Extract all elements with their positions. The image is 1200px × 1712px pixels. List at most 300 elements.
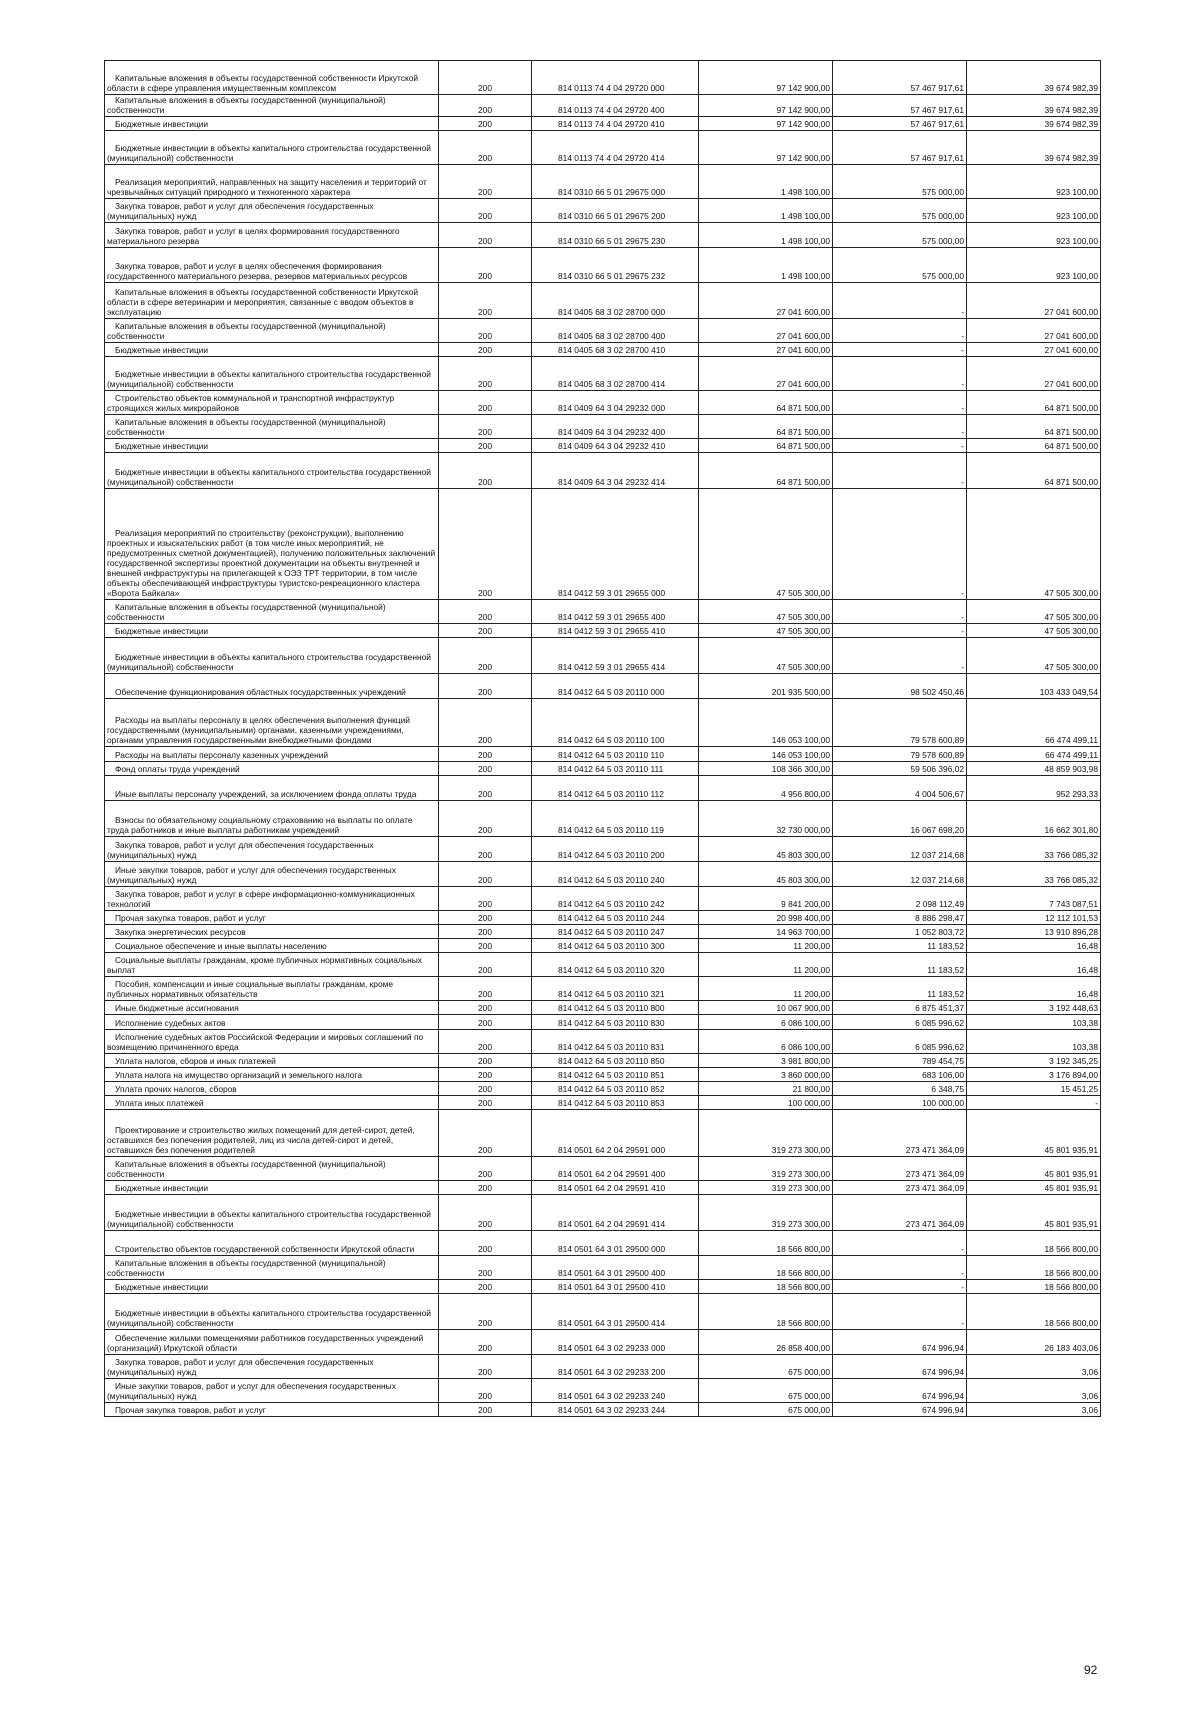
row-name-cell <box>105 1015 439 1030</box>
row-remaining-cell: 3 192 448,63 <box>967 1001 1101 1015</box>
row-approved-cell: 26 858 400,00 <box>699 1330 833 1355</box>
table-row <box>105 801 1101 837</box>
table-row <box>105 887 1101 911</box>
table-row <box>105 911 1101 925</box>
row-name-cell <box>105 1157 439 1181</box>
row-name-cell <box>105 357 439 391</box>
table-row <box>105 762 1101 776</box>
row-name-cell <box>105 1068 439 1082</box>
row-name-text: Уплата налога на имущество организаций и земельного налога <box>115 1070 362 1080</box>
row-executed-cell: 57 467 917,61 <box>833 95 967 117</box>
row-name-text: Бюджетные инвестиции в объекты капитального строительства государственной (муниципальной) собственности <box>107 369 431 389</box>
row-name-text: Бюджетные инвестиции в объекты капитального строительства государственной (муниципальной) собственности <box>107 1209 431 1229</box>
row-executed-cell: - <box>833 624 967 638</box>
row-name-text: Исполнение судебных актов Российской Федерации и мировых соглашений по возмещению причиненного вреда <box>107 1032 424 1052</box>
table-row <box>105 1256 1101 1280</box>
row-code-cell: 200 <box>439 1256 532 1280</box>
row-executed-cell: 674 996,94 <box>833 1379 967 1403</box>
row-remaining-cell: 39 674 982,39 <box>967 131 1101 165</box>
row-name-cell <box>105 1355 439 1379</box>
row-remaining-cell: 3 192 345,25 <box>967 1054 1101 1068</box>
row-code-cell: 200 <box>439 674 532 699</box>
row-name-cell <box>105 887 439 911</box>
row-code-cell: 200 <box>439 248 532 283</box>
row-name-text: Строительство объектов государственной собственности Иркутской области <box>115 1244 415 1254</box>
row-remaining-cell: 923 100,00 <box>967 199 1101 223</box>
row-name-cell <box>105 953 439 977</box>
row-name-cell <box>105 1181 439 1195</box>
row-kbk-cell: 814 0412 64 5 03 20110 320 <box>532 953 699 977</box>
table-row <box>105 1001 1101 1015</box>
row-kbk-cell: 814 0310 66 5 01 29675 230 <box>532 223 699 248</box>
row-remaining-cell: 64 871 500,00 <box>967 415 1101 439</box>
row-code-cell: 200 <box>439 1181 532 1195</box>
row-name-cell <box>105 1096 439 1110</box>
row-remaining-cell: 33 766 085,32 <box>967 862 1101 887</box>
row-kbk-cell: 814 0501 64 2 04 29591 400 <box>532 1157 699 1181</box>
row-remaining-cell: 103 433 049,54 <box>967 674 1101 699</box>
row-executed-cell: - <box>833 391 967 415</box>
row-remaining-cell: 27 041 600,00 <box>967 343 1101 357</box>
row-approved-cell: 675 000,00 <box>699 1355 833 1379</box>
row-executed-cell: 575 000,00 <box>833 248 967 283</box>
row-kbk-cell: 814 0501 64 2 04 29591 410 <box>532 1181 699 1195</box>
table-body <box>105 61 1101 1417</box>
row-code-cell: 200 <box>439 1001 532 1015</box>
row-approved-cell: 27 041 600,00 <box>699 283 833 319</box>
row-code-cell: 200 <box>439 911 532 925</box>
row-executed-cell: 789 454,75 <box>833 1054 967 1068</box>
row-remaining-cell: 103,38 <box>967 1030 1101 1054</box>
row-executed-cell: 273 471 364,09 <box>833 1110 967 1157</box>
row-name-cell <box>105 1294 439 1330</box>
row-executed-cell: 100 000,00 <box>833 1096 967 1110</box>
row-executed-cell: - <box>833 1280 967 1294</box>
row-remaining-cell: 923 100,00 <box>967 248 1101 283</box>
row-remaining-cell: 923 100,00 <box>967 223 1101 248</box>
row-name-text: Закупка товаров, работ и услуг в целях обеспечения формирования государственного материального резерва, резервов материальных ресурсов <box>107 261 408 281</box>
row-remaining-cell: 39 674 982,39 <box>967 95 1101 117</box>
row-approved-cell: 47 505 300,00 <box>699 600 833 624</box>
row-remaining-cell: 27 041 600,00 <box>967 283 1101 319</box>
row-approved-cell: 146 053 100,00 <box>699 699 833 747</box>
row-code-cell: 200 <box>439 1379 532 1403</box>
row-code-cell: 200 <box>439 1157 532 1181</box>
row-name-text: Закупка товаров, работ и услуг в сфере информационно-коммуникационных технологий <box>107 889 415 909</box>
row-approved-cell: 9 841 200,00 <box>699 887 833 911</box>
table-row <box>105 624 1101 638</box>
row-name-cell <box>105 1379 439 1403</box>
row-name-cell <box>105 939 439 953</box>
row-executed-cell: 4 004 506,67 <box>833 776 967 801</box>
table-row <box>105 1403 1101 1417</box>
row-kbk-cell: 814 0113 74 4 04 29720 410 <box>532 117 699 131</box>
row-name-text: Капитальные вложения в объекты государственной (муниципальной) собственности <box>107 321 386 341</box>
row-name-cell <box>105 776 439 801</box>
row-kbk-cell: 814 0412 64 5 03 20110 119 <box>532 801 699 837</box>
table-row <box>105 415 1101 439</box>
row-name-text: Прочая закупка товаров, работ и услуг <box>115 913 266 923</box>
row-name-text: Закупка товаров, работ и услуг для обеспечения государственных (муниципальных) нужд <box>107 201 374 221</box>
row-name-text: Уплата прочих налогов, сборов <box>115 1084 237 1094</box>
row-kbk-cell: 814 0310 66 5 01 29675 200 <box>532 199 699 223</box>
row-executed-cell: 57 467 917,61 <box>833 131 967 165</box>
row-executed-cell: - <box>833 357 967 391</box>
row-remaining-cell: 47 505 300,00 <box>967 489 1101 600</box>
table-row <box>105 1157 1101 1181</box>
table-row <box>105 1294 1101 1330</box>
row-approved-cell: 27 041 600,00 <box>699 319 833 343</box>
row-name-text: Иные выплаты персоналу учреждений, за исключением фонда оплаты труда <box>115 789 417 799</box>
table-row <box>105 1030 1101 1054</box>
row-name-text: Закупка товаров, работ и услуг в целях формирования государственного материального резерва <box>107 226 400 246</box>
table-row <box>105 223 1101 248</box>
row-name-cell <box>105 837 439 862</box>
row-executed-cell: 16 067 698,20 <box>833 801 967 837</box>
table-row <box>105 600 1101 624</box>
row-executed-cell: 98 502 450,46 <box>833 674 967 699</box>
row-remaining-cell: 33 766 085,32 <box>967 837 1101 862</box>
row-executed-cell: 79 578 600,89 <box>833 747 967 762</box>
row-name-cell <box>105 600 439 624</box>
row-kbk-cell: 814 0412 59 3 01 29655 414 <box>532 638 699 674</box>
row-kbk-cell: 814 0405 68 3 02 28700 414 <box>532 357 699 391</box>
row-remaining-cell: 18 566 800,00 <box>967 1280 1101 1294</box>
row-name-cell <box>105 391 439 415</box>
row-name-cell <box>105 223 439 248</box>
row-name-cell <box>105 862 439 887</box>
row-remaining-cell: 64 871 500,00 <box>967 453 1101 489</box>
row-approved-cell: 18 566 800,00 <box>699 1231 833 1256</box>
row-approved-cell: 319 273 300,00 <box>699 1110 833 1157</box>
row-name-cell <box>105 165 439 199</box>
row-code-cell: 200 <box>439 223 532 248</box>
row-name-text: Уплата иных платежей <box>115 1098 204 1108</box>
row-remaining-cell: 26 183 403,06 <box>967 1330 1101 1355</box>
row-name-text: Иные бюджетные ассигнования <box>115 1003 239 1013</box>
row-code-cell: 200 <box>439 1330 532 1355</box>
table-row <box>105 1280 1101 1294</box>
row-code-cell: 200 <box>439 439 532 453</box>
row-name-cell <box>105 747 439 762</box>
row-kbk-cell: 814 0405 68 3 02 28700 000 <box>532 283 699 319</box>
row-name-cell <box>105 1110 439 1157</box>
row-code-cell: 200 <box>439 977 532 1001</box>
row-code-cell: 200 <box>439 624 532 638</box>
row-name-text: Бюджетные инвестиции в объекты капитального строительства государственной (муниципальной) собственности <box>107 143 431 163</box>
row-kbk-cell: 814 0113 74 4 04 29720 414 <box>532 131 699 165</box>
row-name-text: Капитальные вложения в объекты государственной (муниципальной) собственности <box>107 95 386 115</box>
row-approved-cell: 18 566 800,00 <box>699 1294 833 1330</box>
row-kbk-cell: 814 0412 64 5 03 20110 242 <box>532 887 699 911</box>
row-approved-cell: 1 498 100,00 <box>699 165 833 199</box>
row-executed-cell: 8 886 298,47 <box>833 911 967 925</box>
row-code-cell: 200 <box>439 319 532 343</box>
row-name-text: Уплата налогов, сборов и иных платежей <box>115 1056 276 1066</box>
row-code-cell: 200 <box>439 283 532 319</box>
table-row <box>105 862 1101 887</box>
row-remaining-cell: 3,06 <box>967 1355 1101 1379</box>
row-executed-cell: 6 085 996,62 <box>833 1015 967 1030</box>
row-approved-cell: 45 803 300,00 <box>699 862 833 887</box>
row-name-text: Реализация мероприятий, направленных на защиту населения и территорий от чрезвычайных ситуаций природного и техногенного характера <box>107 177 427 197</box>
row-code-cell: 200 <box>439 776 532 801</box>
table-row <box>105 199 1101 223</box>
table-row <box>105 489 1101 600</box>
row-kbk-cell: 814 0412 64 5 03 20110 247 <box>532 925 699 939</box>
row-name-cell <box>105 283 439 319</box>
row-approved-cell: 1 498 100,00 <box>699 248 833 283</box>
row-remaining-cell: 27 041 600,00 <box>967 357 1101 391</box>
row-code-cell: 200 <box>439 699 532 747</box>
row-code-cell: 200 <box>439 801 532 837</box>
row-name-text: Исполнение судебных актов <box>115 1018 226 1028</box>
row-approved-cell: 64 871 500,00 <box>699 453 833 489</box>
row-approved-cell: 6 086 100,00 <box>699 1030 833 1054</box>
row-code-cell: 200 <box>439 1030 532 1054</box>
row-name-text: Бюджетные инвестиции <box>115 119 209 129</box>
row-approved-cell: 6 086 100,00 <box>699 1015 833 1030</box>
row-name-text: Бюджетные инвестиции <box>115 626 209 636</box>
table-row <box>105 1054 1101 1068</box>
row-remaining-cell: 3 176 894,00 <box>967 1068 1101 1082</box>
row-executed-cell: 273 471 364,09 <box>833 1195 967 1231</box>
table-row <box>105 747 1101 762</box>
row-name-text: Капитальные вложения в объекты государственной (муниципальной) собственности <box>107 1159 386 1179</box>
row-remaining-cell: 952 293,33 <box>967 776 1101 801</box>
row-executed-cell: 11 183,52 <box>833 953 967 977</box>
row-approved-cell: 27 041 600,00 <box>699 357 833 391</box>
table-row <box>105 343 1101 357</box>
row-name-text: Прочая закупка товаров, работ и услуг <box>115 1405 266 1415</box>
row-kbk-cell: 814 0412 64 5 03 20110 851 <box>532 1068 699 1082</box>
row-remaining-cell: 45 801 935,91 <box>967 1110 1101 1157</box>
row-approved-cell: 11 200,00 <box>699 953 833 977</box>
row-code-cell: 200 <box>439 199 532 223</box>
row-kbk-cell: 814 0412 64 5 03 20110 321 <box>532 977 699 1001</box>
row-remaining-cell: 13 910 896,28 <box>967 925 1101 939</box>
row-code-cell: 200 <box>439 925 532 939</box>
row-kbk-cell: 814 0412 59 3 01 29655 410 <box>532 624 699 638</box>
table-row <box>105 357 1101 391</box>
row-name-text: Капитальные вложения в объекты государственной (муниципальной) собственности <box>107 602 386 622</box>
row-kbk-cell: 814 0409 64 3 04 29232 400 <box>532 415 699 439</box>
row-executed-cell: - <box>833 489 967 600</box>
table-row <box>105 837 1101 862</box>
row-name-cell <box>105 1082 439 1096</box>
row-code-cell: 200 <box>439 453 532 489</box>
row-remaining-cell: 16,48 <box>967 939 1101 953</box>
table-row <box>105 776 1101 801</box>
row-executed-cell: 2 098 112,49 <box>833 887 967 911</box>
row-kbk-cell: 814 0412 64 5 03 20110 800 <box>532 1001 699 1015</box>
row-code-cell: 200 <box>439 600 532 624</box>
row-kbk-cell: 814 0412 64 5 03 20110 850 <box>532 1054 699 1068</box>
row-code-cell: 200 <box>439 391 532 415</box>
row-executed-cell: 11 183,52 <box>833 939 967 953</box>
row-remaining-cell: 18 566 800,00 <box>967 1294 1101 1330</box>
row-remaining-cell: 66 474 499,11 <box>967 747 1101 762</box>
row-kbk-cell: 814 0113 74 4 04 29720 400 <box>532 95 699 117</box>
row-code-cell: 200 <box>439 747 532 762</box>
row-name-text: Проектирование и строительство жилых помещений для детей-сирот, детей, оставшихся без попечения родителей, лиц из числа детей-сирот и детей, оставшихся без попечения родителей <box>107 1125 415 1155</box>
row-name-text: Взносы по обязательному социальному страхованию на выплаты по оплате труда работников и иные выплаты работникам учреждений <box>107 815 413 835</box>
row-approved-cell: 64 871 500,00 <box>699 439 833 453</box>
row-code-cell: 200 <box>439 1294 532 1330</box>
row-name-cell <box>105 199 439 223</box>
row-name-text: Бюджетные инвестиции в объекты капитального строительства государственной (муниципальной) собственности <box>107 652 431 672</box>
row-remaining-cell: 16 662 301,80 <box>967 801 1101 837</box>
budget-execution-table <box>104 60 1101 1417</box>
table-row <box>105 453 1101 489</box>
row-code-cell: 200 <box>439 762 532 776</box>
row-name-text: Пособия, компенсации и иные социальные выплаты гражданам, кроме публичных нормативных обязательств <box>107 979 394 999</box>
row-remaining-cell: 18 566 800,00 <box>967 1256 1101 1280</box>
row-executed-cell: - <box>833 600 967 624</box>
table-row <box>105 1082 1101 1096</box>
row-kbk-cell: 814 0501 64 2 04 29591 000 <box>532 1110 699 1157</box>
table-row <box>105 1110 1101 1157</box>
row-approved-cell: 18 566 800,00 <box>699 1256 833 1280</box>
table-row <box>105 131 1101 165</box>
row-code-cell: 200 <box>439 638 532 674</box>
row-name-text: Расходы на выплаты персоналу в целях обеспечения выполнения функций государственными (муниципальными) органами, казенными учреждениями, органами управления государственными внебюджетными фондами <box>107 715 410 745</box>
row-kbk-cell: 814 0412 64 5 03 20110 853 <box>532 1096 699 1110</box>
row-executed-cell: - <box>833 1294 967 1330</box>
row-kbk-cell: 814 0501 64 2 04 29591 414 <box>532 1195 699 1231</box>
row-remaining-cell: 48 859 903,98 <box>967 762 1101 776</box>
row-approved-cell: 675 000,00 <box>699 1403 833 1417</box>
row-code-cell: 200 <box>439 837 532 862</box>
row-approved-cell: 32 730 000,00 <box>699 801 833 837</box>
row-executed-cell: 674 996,94 <box>833 1403 967 1417</box>
table-row <box>105 391 1101 415</box>
row-kbk-cell: 814 0412 64 5 03 20110 100 <box>532 699 699 747</box>
row-remaining-cell: 39 674 982,39 <box>967 117 1101 131</box>
row-name-cell <box>105 439 439 453</box>
row-executed-cell: 6 875 451,37 <box>833 1001 967 1015</box>
table-row <box>105 699 1101 747</box>
row-approved-cell: 97 142 900,00 <box>699 131 833 165</box>
row-kbk-cell: 814 0405 68 3 02 28700 410 <box>532 343 699 357</box>
row-name-cell <box>105 343 439 357</box>
row-remaining-cell: 27 041 600,00 <box>967 319 1101 343</box>
row-kbk-cell: 814 0310 66 5 01 29675 000 <box>532 165 699 199</box>
row-kbk-cell: 814 0412 64 5 03 20110 200 <box>532 837 699 862</box>
row-remaining-cell: 64 871 500,00 <box>967 439 1101 453</box>
row-code-cell: 200 <box>439 415 532 439</box>
row-executed-cell: 79 578 600,89 <box>833 699 967 747</box>
row-remaining-cell: 12 112 101,53 <box>967 911 1101 925</box>
row-approved-cell: 1 498 100,00 <box>699 223 833 248</box>
row-code-cell: 200 <box>439 1015 532 1030</box>
row-kbk-cell: 814 0412 64 5 03 20110 830 <box>532 1015 699 1030</box>
row-remaining-cell: 66 474 499,11 <box>967 699 1101 747</box>
row-approved-cell: 14 963 700,00 <box>699 925 833 939</box>
row-approved-cell: 47 505 300,00 <box>699 638 833 674</box>
row-code-cell: 200 <box>439 939 532 953</box>
row-name-cell <box>105 453 439 489</box>
row-code-cell: 200 <box>439 61 532 95</box>
table-row <box>105 638 1101 674</box>
row-name-cell <box>105 624 439 638</box>
row-name-cell <box>105 1054 439 1068</box>
row-name-cell <box>105 638 439 674</box>
row-kbk-cell: 814 0409 64 3 04 29232 000 <box>532 391 699 415</box>
row-executed-cell: 12 037 214,68 <box>833 862 967 887</box>
row-approved-cell: 146 053 100,00 <box>699 747 833 762</box>
row-code-cell: 200 <box>439 1280 532 1294</box>
row-executed-cell: 11 183,52 <box>833 977 967 1001</box>
row-code-cell: 200 <box>439 1054 532 1068</box>
row-name-cell <box>105 977 439 1001</box>
table-row <box>105 1330 1101 1355</box>
table-row <box>105 977 1101 1001</box>
row-name-cell <box>105 489 439 600</box>
row-approved-cell: 47 505 300,00 <box>699 489 833 600</box>
table-row <box>105 1195 1101 1231</box>
row-code-cell: 200 <box>439 1096 532 1110</box>
row-remaining-cell: 3,06 <box>967 1379 1101 1403</box>
row-kbk-cell: 814 0409 64 3 04 29232 410 <box>532 439 699 453</box>
row-approved-cell: 1 498 100,00 <box>699 199 833 223</box>
row-remaining-cell: 16,48 <box>967 977 1101 1001</box>
row-name-text: Иные закупки товаров, работ и услуг для обеспечения государственных (муниципальных) нужд <box>107 1381 396 1401</box>
row-kbk-cell: 814 0412 64 5 03 20110 300 <box>532 939 699 953</box>
row-approved-cell: 201 935 500,00 <box>699 674 833 699</box>
row-approved-cell: 47 505 300,00 <box>699 624 833 638</box>
row-code-cell: 200 <box>439 1068 532 1082</box>
row-name-cell <box>105 925 439 939</box>
row-executed-cell: - <box>833 453 967 489</box>
row-code-cell: 200 <box>439 862 532 887</box>
row-remaining-cell: 16,48 <box>967 953 1101 977</box>
row-name-cell <box>105 61 439 95</box>
row-remaining-cell: 15 451,25 <box>967 1082 1101 1096</box>
row-executed-cell: 273 471 364,09 <box>833 1157 967 1181</box>
row-name-text: Бюджетные инвестиции <box>115 441 209 451</box>
row-remaining-cell: 47 505 300,00 <box>967 638 1101 674</box>
row-executed-cell: 1 052 803,72 <box>833 925 967 939</box>
row-name-text: Капитальные вложения в объекты государственной собственности Иркутской области в сфере управления имущественным комплексом <box>107 73 419 93</box>
row-executed-cell: 575 000,00 <box>833 165 967 199</box>
row-code-cell: 200 <box>439 131 532 165</box>
row-kbk-cell: 814 0412 64 5 03 20110 111 <box>532 762 699 776</box>
row-code-cell: 200 <box>439 1231 532 1256</box>
row-name-cell <box>105 319 439 343</box>
table-row <box>105 674 1101 699</box>
row-executed-cell: 575 000,00 <box>833 199 967 223</box>
table-row <box>105 248 1101 283</box>
row-name-text: Закупка товаров, работ и услуг для обеспечения государственных (муниципальных) нужд <box>107 1357 374 1377</box>
row-name-cell <box>105 1195 439 1231</box>
table-row <box>105 1068 1101 1082</box>
row-approved-cell: 675 000,00 <box>699 1379 833 1403</box>
table-row <box>105 953 1101 977</box>
row-code-cell: 200 <box>439 1082 532 1096</box>
row-remaining-cell: 18 566 800,00 <box>967 1231 1101 1256</box>
table-row <box>105 1181 1101 1195</box>
row-approved-cell: 100 000,00 <box>699 1096 833 1110</box>
row-name-cell <box>105 1280 439 1294</box>
table-row <box>105 1379 1101 1403</box>
row-executed-cell: 674 996,94 <box>833 1355 967 1379</box>
row-approved-cell: 10 067 900,00 <box>699 1001 833 1015</box>
row-name-cell <box>105 131 439 165</box>
row-name-cell <box>105 1330 439 1355</box>
row-approved-cell: 97 142 900,00 <box>699 95 833 117</box>
row-name-cell <box>105 674 439 699</box>
